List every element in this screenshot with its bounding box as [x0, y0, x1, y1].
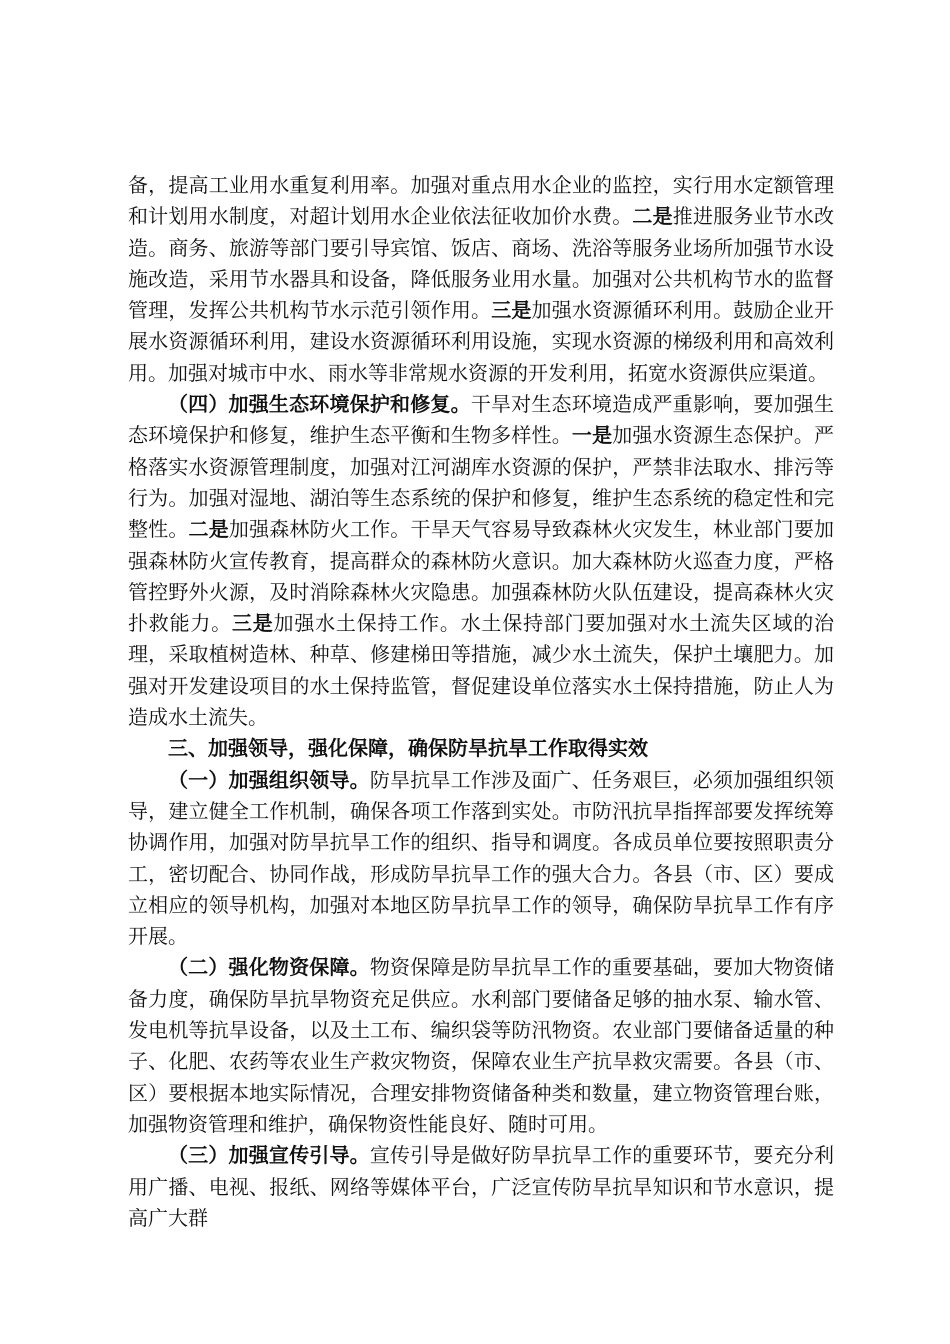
bold-marker: 三是	[491, 298, 532, 323]
text: 推进服务业节水改造。商务、旅游等部门要引导宾馆、饭店、商场、洗浴等服务业场所加强节水设施改造，采用节水器具和设备，降低服务业用水量。加强对公共机构节水的监督管理，发挥公共机构节水示范引领作用。	[128, 204, 835, 323]
text: 备，提高工业用水重复利用率。加强对重点用水企业的监控，实行用水定额管理和计划用水制度，对超计划用水企业依法征收加价水费。	[128, 173, 834, 229]
text: 干旱对生态环境造成严重影响，要加强生态环境保护和修复，维护生态平衡和生物多样性。	[128, 392, 834, 448]
paragraph-lead: （三）加强宣传引导。	[168, 1143, 370, 1168]
text: 加强水土保持工作。水土保持部门要加强对水土流失区域的治理，采取植树造林、种草、修建梯田等措施，减少水土流失，保护土壤肥力。加强对开发建设项目的水土保持监管，督促建设单位落实水土保持措施，防止人为造成水土流失。	[128, 611, 835, 730]
document-page	[128, 170, 834, 1234]
text: 加强水资源循环利用。鼓励企业开展水资源循环利用，建设水资源循环利用设施，实现水资源的梯级利用和高效利用。加强对城市中水、雨水等非常规水资源的开发利用，拓宽水资源供应渠道。	[128, 298, 835, 385]
bold-marker: 二是	[188, 517, 229, 542]
text: 加强森林防火工作。干旱天气容易导致森林火灾发生，林业部门要加强森林防火宣传教育，提高群众的森林防火意识。加大森林防火巡查力度，严格管控野外火源，及时消除森林火灾隐患。加强森林防火队伍建设，提高森林火灾扑救能力。	[128, 517, 835, 636]
paragraph-ecology	[128, 389, 834, 733]
bold-marker: 一是	[571, 423, 613, 448]
text: 物资保障是防旱抗旱工作的重要基础，要加大物资储备力度，确保防旱抗旱物资充足供应。水利部门要储备足够的抽水泵、输水管、发电机等抗旱设备，以及土工布、编织袋等防汛物资。农业部门要储备适量的种子、化肥、农药等农业生产救灾物资，保障农业生产抗旱救灾需要。各县（市、区）要根据本地实际情况，合理安排物资储备种类和数量，建立物资管理台账，加强物资管理和维护，确保物资性能良好、随时可用。	[128, 955, 834, 1136]
paragraph-publicity	[128, 1140, 834, 1234]
paragraph-lead: （一）加强组织领导。	[168, 767, 370, 792]
text: 防旱抗旱工作涉及面广、任务艰巨，必须加强组织领导，建立健全工作机制，确保各项工作落到实处。市防汛抗旱指挥部要发挥统筹协调作用，加强对防旱抗旱工作的组织、指导和调度。各成员单位要按照职责分工，密切配合、协同作战，形成防旱抗旱工作的强大合力。各县（市、区）要成立相应的领导机构，加强对本地区防旱抗旱工作的领导，确保防旱抗旱工作有序开展。	[128, 767, 834, 949]
paragraph-water-saving	[128, 170, 834, 389]
paragraph-organization	[128, 765, 834, 953]
paragraph-materials	[128, 952, 834, 1140]
text: 加强水资源生态保护。严格落实水资源管理制度，加强对江河湖库水资源的保护，严禁非法取水、排污等行为。加强对湿地、湖泊等生态系统的保护和修复，维护生态系统的稳定性和完整性。	[128, 423, 835, 542]
section-heading: 三、加强领导，强化保障，确保防旱抗旱工作取得实效	[168, 736, 648, 761]
paragraph-lead: （四）加强生态环境保护和修复。	[168, 392, 471, 417]
bold-marker: 二是	[632, 204, 673, 229]
text: 宣传引导是做好防旱抗旱工作的重要环节，要充分利用广播、电视、报纸、网络等媒体平台，广泛宣传防旱抗旱知识和节水意识，提高广大群	[128, 1143, 834, 1230]
bold-marker: 三是	[231, 611, 274, 636]
paragraph-lead: （二）强化物资保障。	[168, 955, 370, 980]
